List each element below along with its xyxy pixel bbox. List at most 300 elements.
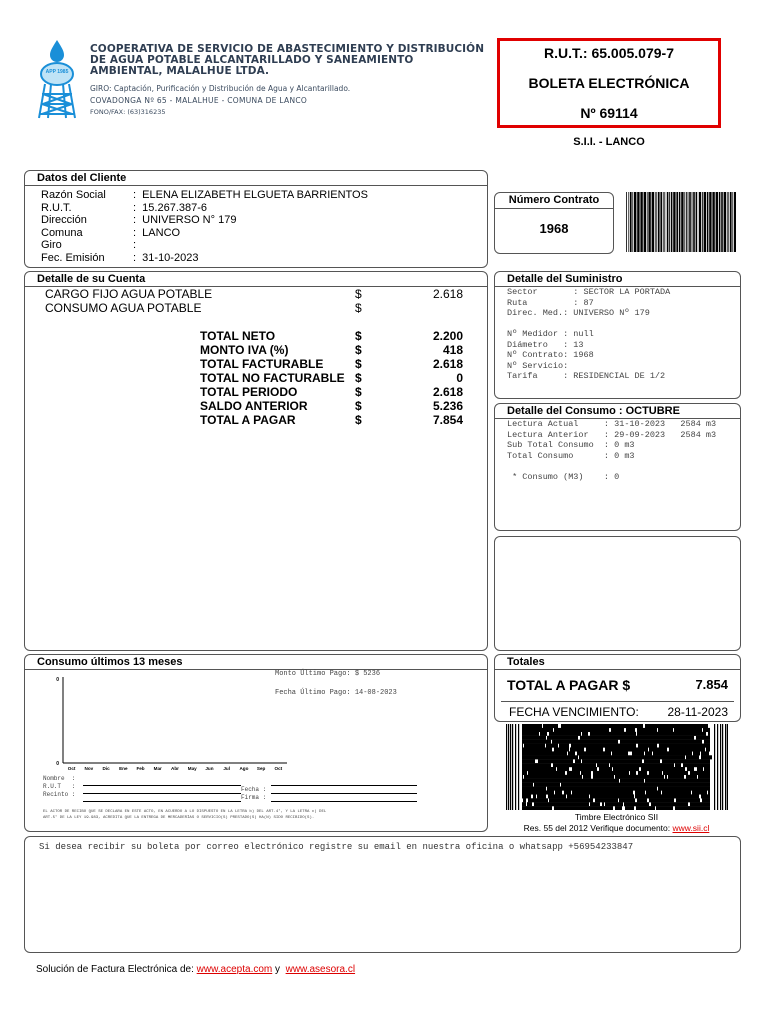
pdf417-module [540,755,541,759]
pdf417-module [665,744,666,748]
pdf417-module [629,763,630,767]
pdf417-module [597,744,598,748]
pdf417-module [554,783,555,787]
pdf417-module [696,755,697,759]
pdf417-module [555,779,556,783]
pdf417-module [670,802,671,806]
pdf417-module [665,740,666,744]
pdf417-module [591,794,592,798]
pdf417-module [695,744,696,748]
pdf417-module [666,794,667,798]
pdf417-module [701,779,702,783]
pdf417-module [566,728,567,732]
pdf417-module [641,783,642,787]
pdf417-module [665,787,666,791]
pdf417-module [664,802,665,806]
pdf417-module [640,744,641,748]
pdf417-module [620,724,621,728]
pdf417-module [593,763,594,767]
pdf417-module [592,751,593,755]
pdf417-module [536,802,537,806]
pdf417-module [570,728,571,732]
pdf417-module [559,779,560,783]
pdf417-module [626,794,627,798]
pdf417-module [672,783,673,787]
pdf417-module [561,744,562,748]
pdf417-module [644,763,645,767]
pdf417-module [577,794,578,798]
pdf417-module [532,740,533,744]
pdf417-module [682,806,683,810]
pdf417-module [527,790,528,794]
pdf417-module [560,736,561,740]
pdf417-module [544,779,545,783]
pdf417-module [542,790,543,794]
pdf417-module [522,747,523,751]
pdf417-module [707,747,708,751]
pdf417-module [526,740,527,744]
pdf417-module [619,759,620,763]
pdf417-module [633,798,634,802]
pdf417-module [708,740,709,744]
pdf417-module [643,732,644,736]
pdf417-module [642,736,643,740]
pdf417-module [566,790,567,794]
pdf417-module [550,794,551,798]
pdf417-module [657,755,658,759]
notice-box [24,836,741,953]
asesora-link[interactable]: www.asesora.cl [285,964,356,975]
pdf417-module [538,728,539,732]
pdf417-module [608,728,609,732]
pdf417-module [565,740,566,744]
pdf417-module [700,806,701,810]
pdf417-module [625,806,626,810]
pdf417-module [573,763,574,767]
pdf417-module [692,759,693,763]
pdf417-module [580,732,581,736]
pdf417-module [533,744,537,748]
pdf417-module [707,775,708,779]
pdf417-module [672,755,673,759]
pdf417-module [577,783,578,787]
pdf417-module [708,798,709,802]
pdf417-module [618,783,619,787]
pdf417-module [632,790,633,794]
pdf417-module [627,759,628,763]
pdf417-module [531,798,532,802]
pdf417-module [548,724,549,728]
pdf417-module [606,771,607,775]
pdf417-module [535,736,536,740]
pdf417-module [534,775,535,779]
pdf417-module [564,783,565,787]
pdf417-module [634,763,635,767]
pdf417-module [639,755,640,759]
pdf417-module [643,728,644,732]
pdf417-module [586,747,587,751]
pdf417-module [557,798,558,802]
pdf417-module [568,751,569,755]
pdf417-module [527,775,531,779]
pdf417-module [557,759,558,763]
pdf417-module [628,759,629,763]
pdf417-module [582,747,583,751]
acepta-link[interactable]: www.acepta.com [196,964,273,975]
pdf417-module [604,787,605,791]
pdf417-module [651,798,652,802]
pdf417-module [669,763,670,767]
pdf417-module [630,787,631,791]
pdf417-module [682,747,683,751]
chart-x-tick-label: Ago [239,766,249,771]
pdf417-module [567,763,568,767]
pdf417-module [610,759,611,763]
pdf417-module [646,736,647,740]
pdf417-module [647,802,648,806]
pdf417-module [583,759,584,763]
pdf417-module [566,763,567,767]
pdf417-module [545,783,546,787]
pdf417-module [549,783,550,787]
pdf417-module [575,763,576,767]
pdf417-module [570,790,571,794]
pdf417-module [535,740,536,744]
pdf417-module [699,787,700,791]
pdf417-module [615,747,616,751]
pdf417-module [653,779,654,783]
sii-link[interactable]: www.sii.cl [672,823,710,833]
pdf417-module [654,763,655,767]
pdf417-module [661,732,662,736]
pdf417-module [588,779,589,783]
pdf417-module [610,794,611,798]
pdf417-module [561,779,562,783]
pdf417-module [610,771,611,775]
pdf417-module [542,744,543,748]
pdf417-module [697,771,698,775]
pdf417-module [700,779,701,783]
pdf417-module [684,736,685,740]
pdf417-module [539,798,540,802]
pdf417-module [648,744,649,748]
pdf417-module [548,775,549,779]
pdf417-module [554,802,555,806]
pdf417-module [685,736,686,740]
pdf417-module [690,736,691,740]
pdf417-module [697,790,698,794]
pdf417-module [572,802,573,806]
pdf417-module [646,783,647,787]
pdf417-module [683,744,684,748]
pdf417-module [651,779,652,783]
pdf417-module [672,798,673,802]
pdf417-module [617,736,621,740]
pdf417-module [548,728,549,732]
pdf417-module [694,763,695,767]
pdf417-module [668,798,669,802]
pdf417-module [693,763,694,767]
pdf417-module [679,747,680,751]
pdf417-module [528,783,529,787]
pdf417-module [592,763,593,767]
pdf417-module [522,744,523,748]
pdf417-module [530,806,531,810]
pdf417-module [671,759,672,763]
pdf417-module [706,794,707,798]
pdf417-module [524,794,525,798]
pdf417-module [533,790,534,794]
pdf417-module [700,771,701,775]
pdf417-module [528,724,529,728]
footer [36,964,355,975]
pdf417-module [587,771,591,775]
pdf417-module [604,728,605,732]
pdf417-module [536,779,537,783]
pdf417-module [608,771,609,775]
pdf417-module [615,787,616,791]
pdf417-module [680,806,681,810]
pdf417-module [559,794,560,798]
pdf417-module [658,740,659,744]
pdf417-module [508,724,509,810]
pdf417-module [541,759,542,763]
pdf417-module [701,759,702,763]
pdf417-module [553,740,554,744]
pdf417-module [699,747,700,751]
pdf417-module [703,798,704,802]
pdf417-module [563,802,564,806]
pdf417-module [682,794,683,798]
pdf417-module [686,802,687,806]
pdf417-module [704,751,705,755]
pdf417-module [701,736,702,740]
pdf417-module [650,794,651,798]
pdf417-module [607,794,608,798]
pdf417-module [603,798,604,802]
total-row-label: TOTAL A PAGAR [200,413,296,427]
pdf417-module [678,806,679,810]
pdf417-module [681,751,682,755]
pdf417-module [524,779,525,783]
pdf417-module [672,787,673,791]
pdf417-module [680,740,681,744]
pdf417-module [690,790,691,794]
pdf417-module [649,775,650,779]
pdf417-module [606,755,607,759]
pdf417-module [614,759,615,763]
pdf417-module [567,783,568,787]
pdf417-module [655,755,656,759]
pdf417-module [540,794,541,798]
pdf417-module [676,740,677,744]
pdf417-module [654,767,655,771]
pdf417-module [593,732,594,736]
pdf417-module [698,755,699,759]
pdf417-module [669,790,670,794]
pdf417-module [560,728,561,732]
pdf417-module [556,783,557,787]
pdf417-module [581,767,582,771]
pdf417-module [657,740,658,744]
pdf417-module [573,736,574,740]
pdf417-module [664,779,665,783]
pdf417-module [694,790,695,794]
pdf417-module [534,767,535,771]
pdf417-module [690,798,691,802]
pdf417-module [563,794,564,798]
pdf417-module [659,779,660,783]
pdf417-module [580,802,581,806]
pdf417-module [673,751,674,755]
pdf417-module [551,783,552,787]
pdf417-module [709,747,710,751]
pdf417-module [704,779,705,783]
pdf417-module [679,767,680,771]
pdf417-module [573,771,574,775]
pdf417-module [564,724,565,728]
pdf417-module [622,755,623,759]
pdf417-module [649,744,650,748]
pdf417-module [658,767,659,771]
pdf417-module [582,790,583,794]
pdf417-module [703,728,704,732]
pdf417-module [560,802,561,806]
receipt-line-4 [271,785,417,786]
pdf417-module [714,724,715,810]
pdf417-module [693,740,694,744]
barcode-bar [712,192,714,252]
pdf417-module [684,732,685,736]
pdf417-module [649,751,650,755]
pdf417-module [609,736,610,740]
pdf417-module [600,744,601,748]
pdf417-module [636,806,637,810]
pdf417-module [696,779,697,783]
pdf417-module [684,728,685,732]
legal-text-1: EL ACTOR DE RECIBO QUE SE DECLARA EN ESTE ACTO, EN ACUERDO A LO DISPUESTO EN LA LETRA b) DEL ART.4°, Y LA LETRA c) DEL [43,810,327,814]
pdf417-module [588,755,589,759]
pdf417-module [595,787,596,791]
pdf417-module [535,763,536,767]
pdf417-module [701,728,702,732]
pdf417-module [522,740,526,744]
pdf417-module [667,779,668,783]
pdf417-module [544,794,545,798]
pdf417-module [616,759,617,763]
pdf417-module [632,728,633,732]
pdf417-module [692,767,693,771]
consumption-line: Lectura Anterior : 29-09-2023 2584 m3 [507,429,717,440]
pdf417-module [561,783,562,787]
pdf417-module [639,790,640,794]
pdf417-module [619,755,620,759]
pdf417-module [652,732,653,736]
pdf417-module [617,751,618,755]
pdf417-module [546,724,547,728]
pdf417-module [611,798,612,802]
pdf417-module [625,740,626,744]
pdf417-module [647,755,651,759]
pdf417-module [573,744,574,748]
pdf417-module [594,806,595,810]
pdf417-module [677,736,678,740]
pdf417-module [539,747,540,751]
logo-text: APP 1985 [45,69,69,75]
pdf417-module [633,783,634,787]
pdf417-module [680,759,684,763]
pdf417-module [652,775,653,779]
pdf417-module [539,759,540,763]
total-to-pay-value: 7.854 [695,677,728,692]
pdf417-module [697,763,698,767]
pdf417-module [592,802,593,806]
pdf417-module [574,763,575,767]
pdf417-module [670,724,671,728]
pdf417-module [672,751,673,755]
pdf417-module [546,802,547,806]
pdf417-module [633,755,634,759]
pdf417-module [632,751,633,755]
pdf417-module [533,751,537,755]
pdf417-module [564,806,565,810]
pdf417-module [569,740,570,744]
pdf417-module [691,751,692,755]
pdf417-module [597,759,598,763]
pdf417-module [708,794,709,798]
pdf417-module [592,744,593,748]
pdf417-module [615,783,616,787]
pdf417-module [654,740,655,744]
pdf417-module [702,736,703,740]
pdf417-module [614,802,615,806]
pdf417-module [538,798,539,802]
pdf417-module [644,783,645,787]
pdf417-module [603,802,604,806]
pdf417-module [699,759,700,763]
pdf417-module [639,787,643,791]
pdf417-module [668,783,669,787]
pdf417-module [621,736,622,740]
pdf417-module [534,724,535,728]
pdf417-module [562,798,563,802]
pdf417-module [529,728,530,732]
pdf417-module [564,744,565,748]
pdf417-module [617,798,618,802]
pdf417-module [665,747,666,751]
pdf417-module [683,763,684,767]
pdf417-module [593,736,594,740]
pdf417-module [541,724,542,728]
pdf417-module [671,802,672,806]
pdf417-module [722,724,723,810]
pdf417-module [690,775,691,779]
pdf417-module [702,806,703,810]
pdf417-module [525,794,529,798]
pdf417-module [686,759,687,763]
pdf417-module [542,775,543,779]
pdf417-module [672,744,673,748]
pdf417-module [662,798,663,802]
pdf417-module [538,775,539,779]
pdf417-module [642,798,643,802]
pdf417-module [629,736,630,740]
pdf417-module [667,798,668,802]
pdf417-module [544,790,545,794]
pdf417-module [684,755,685,759]
pdf417-module [571,751,572,755]
pdf417-module [678,767,679,771]
